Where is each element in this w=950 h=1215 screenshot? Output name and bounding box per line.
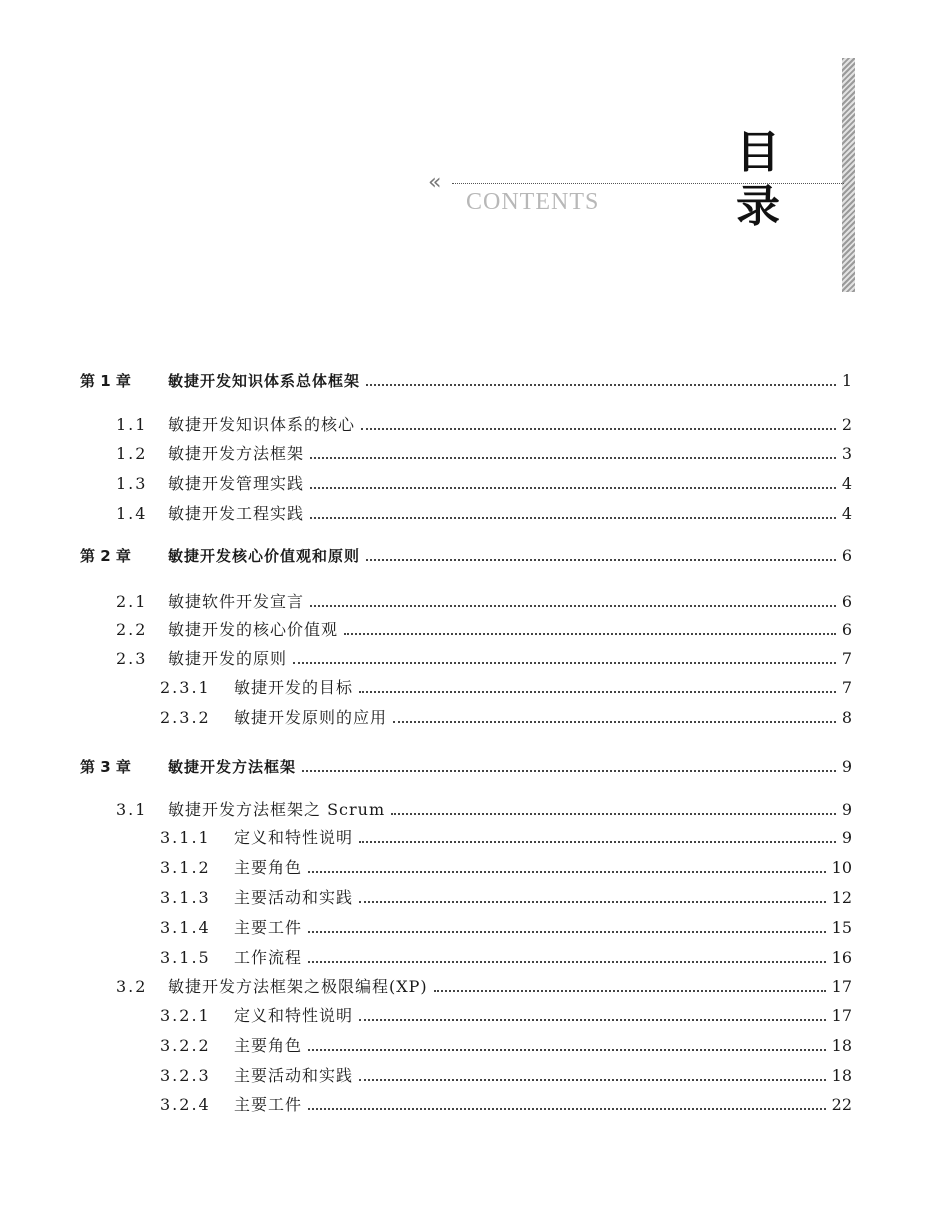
toc-page-number: 3 — [841, 444, 852, 463]
toc-entry-row[interactable] — [0, 705, 950, 729]
toc-entry-row[interactable] — [0, 675, 950, 699]
toc-entry-title: 敏捷开发的原则 — [168, 649, 288, 668]
toc-entry-row[interactable] — [0, 945, 950, 969]
toc-entry-row[interactable] — [0, 797, 950, 821]
toc-entry-title: 敏捷开发工程实践 — [168, 504, 305, 523]
toc-entry-title: 敏捷开发的核心价值观 — [168, 620, 339, 639]
toc-dot-leader — [366, 384, 836, 386]
toc-entry-row[interactable] — [0, 974, 950, 998]
toc-page-number: 6 — [841, 592, 852, 611]
toc-entry-title: 定义和特性说明 — [234, 828, 354, 847]
toc-entry-row[interactable] — [0, 589, 950, 613]
toc-page-number: 6 — [841, 546, 852, 565]
toc-entry-row[interactable] — [0, 855, 950, 879]
toc-dot-leader — [308, 1108, 826, 1110]
toc-entry-number: 3.1.3 — [160, 888, 211, 907]
toc-page-number: 1 — [841, 371, 852, 390]
toc-page-number: 17 — [831, 1006, 852, 1025]
toc-entry-number: 3.1.1 — [160, 828, 211, 847]
toc-dot-leader — [359, 1019, 826, 1021]
toc-dot-leader — [359, 691, 836, 693]
toc-entry-title: 主要角色 — [234, 858, 303, 877]
toc-page-number: 4 — [841, 474, 852, 493]
toc-entry-number: 1.1 — [116, 415, 148, 434]
toc-page-number: 16 — [831, 948, 852, 967]
toc-entry-number: 3.2 — [116, 977, 148, 996]
toc-entry-title: 主要角色 — [234, 1036, 303, 1055]
toc-entry-number: 第 2 章 — [80, 547, 131, 565]
toc-entry-title: 主要工件 — [234, 1095, 303, 1114]
toc-entry-row[interactable] — [0, 646, 950, 670]
toc-page-number: 9 — [841, 757, 852, 776]
toc-entry-row[interactable] — [0, 441, 950, 465]
toc-entry-title: 敏捷开发方法框架之极限编程(XP) — [168, 977, 428, 996]
toc-dot-leader — [308, 961, 826, 963]
toc-entry-number: 第 3 章 — [80, 758, 131, 776]
toc-dot-leader — [434, 990, 826, 992]
toc-dot-leader — [310, 517, 836, 519]
toc-dot-leader — [293, 662, 836, 664]
toc-entry-row[interactable] — [0, 1092, 950, 1116]
toc-page-number: 6 — [841, 620, 852, 639]
toc-entry-title: 主要工件 — [234, 918, 303, 937]
toc-entry-row[interactable] — [0, 1033, 950, 1057]
toc-entry-row[interactable] — [0, 412, 950, 436]
toc-entry-row[interactable] — [0, 471, 950, 495]
toc-dot-leader — [393, 721, 836, 723]
toc-entry-title: 主要活动和实践 — [234, 888, 354, 907]
toc-entry-number: 2.3 — [116, 649, 148, 668]
toc-entry-number: 第 1 章 — [80, 372, 131, 390]
toc-dot-leader — [359, 901, 826, 903]
toc-page-number: 8 — [841, 708, 852, 727]
page-subtitle: CONTENTS — [466, 189, 600, 215]
toc-entry-title: 工作流程 — [234, 948, 303, 967]
toc-entry-title: 定义和特性说明 — [234, 1006, 354, 1025]
toc-dot-leader — [310, 457, 836, 459]
toc-dot-leader — [344, 633, 836, 635]
toc-entry-number: 3.1.2 — [160, 858, 211, 877]
toc-entry-number: 3.2.1 — [160, 1006, 211, 1025]
toc-entry-number: 3.1 — [116, 800, 148, 819]
toc-page-number: 17 — [831, 977, 852, 996]
toc-page-number: 18 — [831, 1036, 852, 1055]
toc-dot-leader — [359, 841, 836, 843]
toc-entry-title: 敏捷开发管理实践 — [168, 474, 305, 493]
double-chevron-icon: « — [428, 170, 442, 195]
toc-page-number: 12 — [831, 888, 852, 907]
toc-dot-leader — [391, 813, 836, 815]
toc-page-number: 4 — [841, 504, 852, 523]
toc-entry-title: 敏捷开发的目标 — [234, 678, 354, 697]
toc-entry-number: 3.2.4 — [160, 1095, 211, 1114]
toc-entry-number: 1.2 — [116, 444, 148, 463]
toc-page-number: 18 — [831, 1066, 852, 1085]
toc-entry-title: 敏捷开发知识体系的核心 — [168, 415, 356, 434]
toc-entry-row[interactable] — [0, 501, 950, 525]
toc-entry-number: 3.2.3 — [160, 1066, 211, 1085]
toc-entry-title: 主要活动和实践 — [234, 1066, 354, 1085]
toc-dot-leader — [366, 559, 836, 561]
toc-entry-title: 敏捷开发核心价值观和原则 — [168, 547, 361, 565]
toc-entry-title: 敏捷开发方法框架 — [168, 758, 297, 776]
toc-entry-number: 2.3.2 — [160, 708, 211, 727]
toc-entry-number: 2.1 — [116, 592, 148, 611]
toc-entry-number: 3.1.5 — [160, 948, 211, 967]
toc-page-number: 9 — [841, 800, 852, 819]
toc-dot-leader — [308, 871, 826, 873]
toc-page-number: 7 — [841, 678, 852, 697]
toc-entry-row[interactable] — [0, 825, 950, 849]
toc-dot-leader — [359, 1079, 826, 1081]
toc-entry-number: 2.3.1 — [160, 678, 211, 697]
toc-dot-leader — [308, 1049, 826, 1051]
toc-entry-title: 敏捷开发知识体系总体框架 — [168, 372, 361, 390]
toc-page-number: 9 — [841, 828, 852, 847]
toc-entry-title: 敏捷开发方法框架 — [168, 444, 305, 463]
toc-entry-row[interactable] — [0, 1003, 950, 1027]
toc-entry-row[interactable] — [0, 885, 950, 909]
toc-chapter-row[interactable] — [0, 754, 950, 778]
toc-chapter-row[interactable] — [0, 543, 950, 567]
toc-chapter-row[interactable] — [0, 368, 950, 392]
toc-entry-number: 3.2.2 — [160, 1036, 211, 1055]
toc-dot-leader — [302, 770, 836, 772]
toc-entry-number: 3.1.4 — [160, 918, 211, 937]
toc-dot-leader — [310, 487, 836, 489]
toc-page-number: 22 — [831, 1095, 852, 1114]
toc-entry-row[interactable] — [0, 915, 950, 939]
toc-dot-leader — [310, 605, 836, 607]
toc-dot-leader — [361, 428, 836, 430]
toc-page-number: 7 — [841, 649, 852, 668]
toc-entry-title: 敏捷软件开发宣言 — [168, 592, 305, 611]
toc-entry-title: 敏捷开发原则的应用 — [234, 708, 388, 727]
toc-entry-row[interactable] — [0, 1063, 950, 1087]
toc-page-number: 15 — [831, 918, 852, 937]
toc-page-number: 2 — [841, 415, 852, 434]
page-title: 目 录 — [736, 127, 794, 232]
toc-dot-leader — [308, 931, 826, 933]
toc-entry-title: 敏捷开发方法框架之 Scrum — [168, 800, 386, 819]
toc-entry-number: 1.3 — [116, 474, 148, 493]
toc-page-number: 10 — [831, 858, 852, 877]
toc-entry-row[interactable] — [0, 617, 950, 641]
toc-entry-number: 1.4 — [116, 504, 148, 523]
toc-entry-number: 2.2 — [116, 620, 148, 639]
